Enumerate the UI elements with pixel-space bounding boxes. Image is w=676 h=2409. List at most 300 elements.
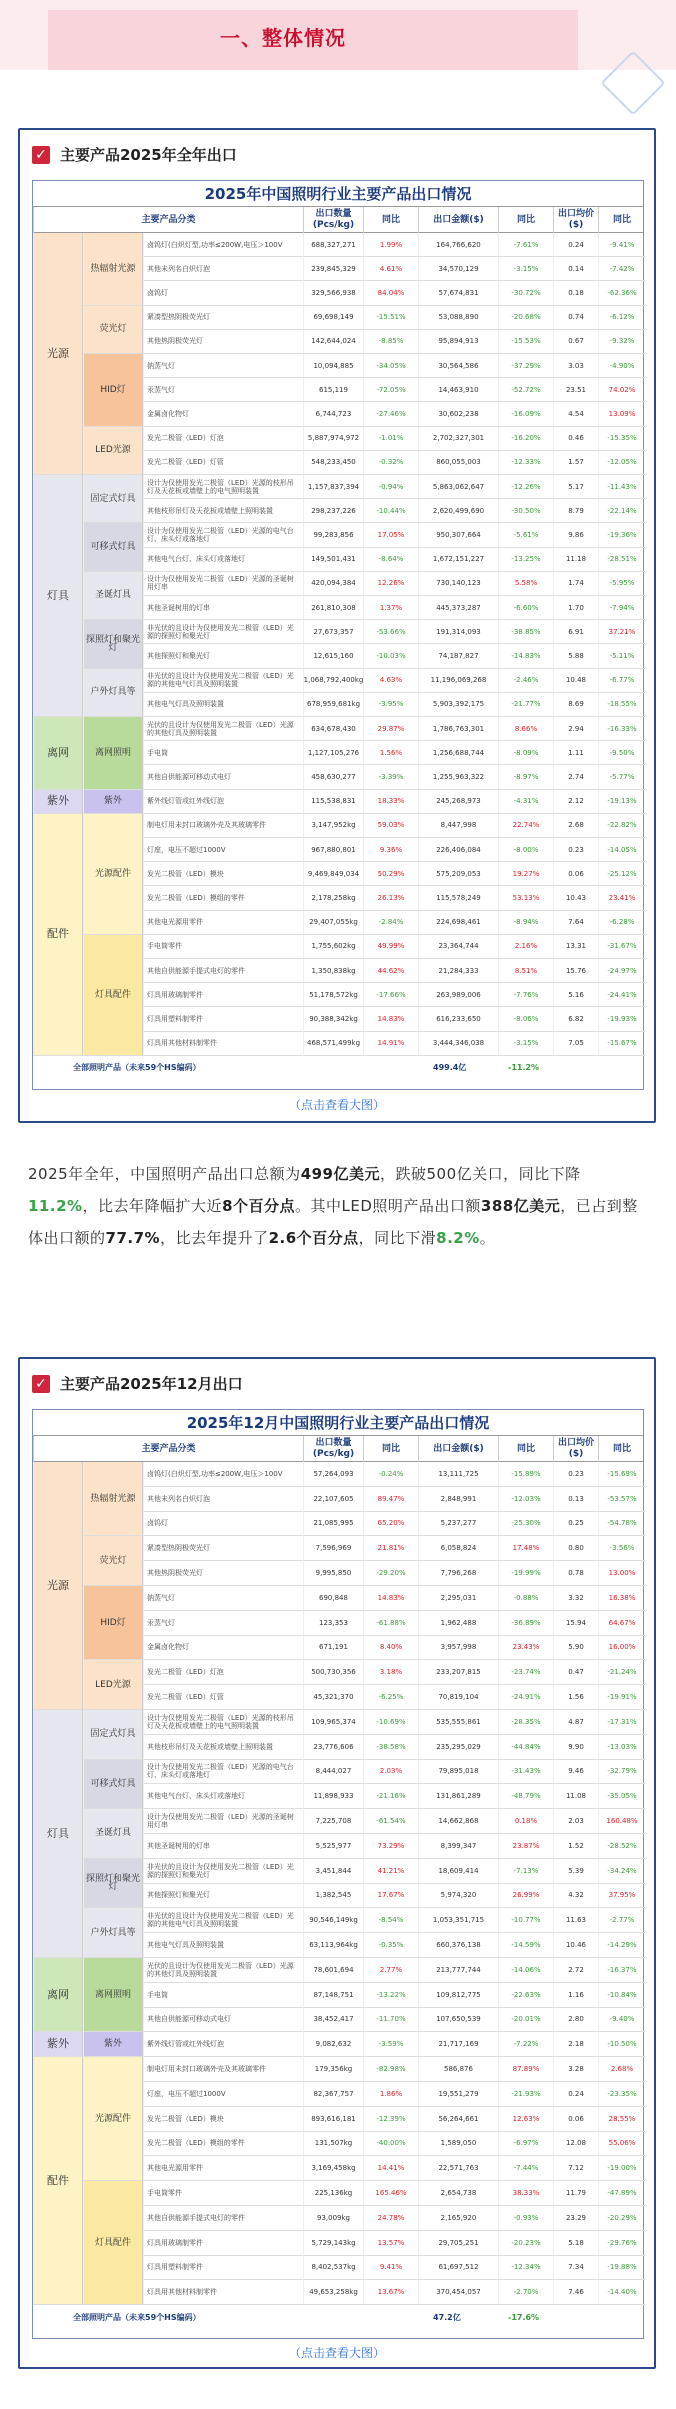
product-name-cell: 制电灯用未封口玻璃外壳及其玻璃零件 — [143, 2057, 303, 2082]
table-cell: -15.53% — [498, 330, 553, 354]
product-name-cell: 发光二极管（LED）灯管 — [143, 1685, 303, 1710]
table-cell: -36.89% — [498, 1611, 553, 1636]
table-cell: 14.83% — [363, 1586, 418, 1611]
table-cell: 8.69 — [553, 693, 598, 717]
subcategory-cell: 灯具配件 — [83, 2181, 143, 2305]
product-name-cell: 设计为仅使用发光二极管（LED）光源的枝形吊灯及天花板或墙壁上的电气照明装置 — [143, 1710, 303, 1735]
para-text: 。 — [479, 1229, 496, 1247]
table-cell: -9.41% — [598, 233, 645, 257]
total-amount: 47.2亿 — [433, 2313, 461, 2323]
table-cell: -44.84% — [498, 1735, 553, 1760]
table-cell: 57,264,093 — [303, 1462, 363, 1487]
product-name-cell: 钠蒸气灯 — [143, 354, 303, 378]
table-cell: -10.77% — [498, 1908, 553, 1933]
table-cell: 79,895,018 — [418, 1760, 498, 1785]
table-cell: 23.43% — [498, 1636, 553, 1661]
table-cell: 38,452,417 — [303, 2008, 363, 2033]
table-cell: 500,730,356 — [303, 1660, 363, 1685]
table-cell: 1.37% — [363, 596, 418, 620]
product-name-cell: 金属卤化物灯 — [143, 402, 303, 426]
table-cell: 49.99% — [363, 935, 418, 959]
table-cell: 6,058,824 — [418, 1536, 498, 1561]
table-cell: 3.18% — [363, 1660, 418, 1685]
product-name-cell: 灯具用其他材料制零件 — [143, 1032, 303, 1056]
table-cell: -18.55% — [598, 693, 645, 717]
table-cell: 115,538,831 — [303, 790, 363, 814]
panel-annual-export — [18, 128, 656, 1123]
table-cell: -17.66% — [363, 983, 418, 1007]
subcategory-cell: HID灯 — [83, 354, 143, 427]
table-cell: 45,321,370 — [303, 1685, 363, 1710]
table-cell: 2,848,991 — [418, 1487, 498, 1512]
table-cell: 8.40% — [363, 1636, 418, 1661]
table-cell: -6.28% — [598, 911, 645, 935]
table-cell: 0.46 — [553, 427, 598, 451]
table-cell: 3,451,844 — [303, 1859, 363, 1884]
table-cell: 0.80 — [553, 1536, 598, 1561]
table-cell: 11.63 — [553, 1908, 598, 1933]
table-cell: 87.89% — [498, 2057, 553, 2082]
subcategory-cell: 光源配件 — [83, 814, 143, 935]
table-cell: -82.98% — [363, 2057, 418, 2082]
product-name-cell: 紫外线灯管或红外线灯泡 — [143, 2032, 303, 2057]
table-cell: -7.94% — [598, 596, 645, 620]
table-cell: 239,845,329 — [303, 257, 363, 281]
table-cell: 1,157,837,394 — [303, 475, 363, 499]
table-cell: 660,376,138 — [418, 1933, 498, 1958]
table-cell: 23.51 — [553, 378, 598, 402]
table-cell: -12.33% — [498, 451, 553, 475]
table-cell: -8.09% — [498, 741, 553, 765]
table-cell: -21.16% — [363, 1784, 418, 1809]
table-cell: -7.44% — [498, 2156, 553, 2181]
table-cell: 9,995,850 — [303, 1561, 363, 1586]
table-cell: -3.15% — [498, 257, 553, 281]
product-name-cell: 其他电气台灯、床头灯或落地灯 — [143, 1784, 303, 1809]
product-name-cell: 设计为仅使用发光二极管（LED）光源的电气台灯、床头灯或落地灯 — [143, 1760, 303, 1785]
table-cell: -7.22% — [498, 2032, 553, 2057]
table-cell: -20.01% — [498, 2008, 553, 2033]
product-name-cell: 设计为仅使用发光二极管（LED）光源的圣诞树用灯串 — [143, 1809, 303, 1834]
product-name-cell: 其他自供能源可移动式电灯 — [143, 2008, 303, 2033]
table-cell: 142,644,024 — [303, 330, 363, 354]
table-cell: 3,957,998 — [418, 1636, 498, 1661]
table-cell: 14.41% — [363, 2156, 418, 2181]
product-name-cell: 金属卤化物灯 — [143, 1636, 303, 1661]
table-cell: 37.21% — [598, 620, 645, 644]
table-cell: 191,314,093 — [418, 620, 498, 644]
table-cell: 0.67 — [553, 330, 598, 354]
table-cell: 586,876 — [418, 2057, 498, 2082]
table-cell: 8.51% — [498, 959, 553, 983]
table-cell: -52.72% — [498, 378, 553, 402]
table-cell: 0.24 — [553, 233, 598, 257]
column-header: 同比 — [498, 1436, 553, 1462]
table-cell: 64.67% — [598, 1611, 645, 1636]
table-cell: -6.25% — [363, 1685, 418, 1710]
december-export-table[interactable] — [32, 1409, 644, 2339]
subcategory-cell: 户外灯具等 — [83, 1908, 143, 1958]
table-cell: -15.51% — [363, 306, 418, 330]
view-large-link[interactable]: （点击查看大图） — [288, 2346, 385, 2360]
table-cell: -19.88% — [598, 2256, 645, 2281]
table-cell: 329,566,938 — [303, 281, 363, 305]
product-name-cell: 其他电气灯具及照明装置 — [143, 1933, 303, 1958]
total-change: -17.6% — [508, 2313, 540, 2323]
table-cell: 22,571,763 — [418, 2156, 498, 2181]
table-cell: -21.93% — [498, 2082, 553, 2107]
table-cell: -16.33% — [598, 717, 645, 741]
table-cell: 37.95% — [598, 1884, 645, 1909]
table-cell: -35.05% — [598, 1784, 645, 1809]
table-cell: 0.18 — [553, 281, 598, 305]
table-cell: -12.26% — [498, 475, 553, 499]
table-cell: -10.69% — [363, 1710, 418, 1735]
table-cell: 1,350,838kg — [303, 959, 363, 983]
table-cell: -11.43% — [598, 475, 645, 499]
subcategory-cell: 可移式灯具 — [83, 523, 143, 571]
table-cell: -2.84% — [363, 911, 418, 935]
table-cell: 12.26% — [363, 572, 418, 596]
table-cell: -30.50% — [498, 499, 553, 523]
checkbox-icon: ✓ — [32, 146, 50, 164]
product-name-cell: 非光伏的且设计为仅使用发光二极管（LED）光源的探照灯和聚光灯 — [143, 620, 303, 644]
table-cell: -0.24% — [363, 1462, 418, 1487]
table-cell: 5,729,143kg — [303, 2231, 363, 2256]
table-cell: 179,356kg — [303, 2057, 363, 2082]
table-cell: 160.48% — [598, 1809, 645, 1834]
table-cell: 233,207,815 — [418, 1660, 498, 1685]
product-name-cell: 手电筒 — [143, 741, 303, 765]
table-cell: 2.72 — [553, 1958, 598, 1983]
table-cell: -3.59% — [363, 2032, 418, 2057]
table-cell: 445,373,287 — [418, 596, 498, 620]
table-cell: -3.15% — [498, 1032, 553, 1056]
table-cell: -8.06% — [498, 1007, 553, 1031]
table-cell: 13,111,725 — [418, 1462, 498, 1487]
table-cell: -1.01% — [363, 427, 418, 451]
view-large-link[interactable]: （点击查看大图） — [288, 1098, 385, 1112]
table-cell: 149,501,431 — [303, 548, 363, 572]
total-label: 全部照明产品（未来59个HS编码） — [73, 2313, 201, 2323]
table-cell: 13.00% — [598, 1561, 645, 1586]
table-cell: 9.46 — [553, 1760, 598, 1785]
table-cell: -15.67% — [598, 1032, 645, 1056]
table-cell: 6,744,723 — [303, 402, 363, 426]
table-cell: 13.31 — [553, 935, 598, 959]
table-cell: 6.82 — [553, 1007, 598, 1031]
table-cell: -8.85% — [363, 330, 418, 354]
table-cell: 49,653,258kg — [303, 2280, 363, 2305]
table-cell: -25.12% — [598, 862, 645, 886]
table-cell: 26.99% — [498, 1884, 553, 1909]
table-cell: 38.33% — [498, 2181, 553, 2206]
table-cell: -7.42% — [598, 257, 645, 281]
para-text: ，比去年提升了 — [160, 1229, 269, 1247]
table-cell: -9.50% — [598, 741, 645, 765]
table-cell: 3,444,346,038 — [418, 1032, 498, 1056]
table-cell: 7.64 — [553, 911, 598, 935]
table-cell: 370,454,057 — [418, 2280, 498, 2305]
subcategory-cell: 离网照明 — [83, 1958, 143, 2032]
table-cell: 57,674,831 — [418, 281, 498, 305]
product-name-cell: 其他探照灯和聚光灯 — [143, 1884, 303, 1909]
table-cell: 1,382,545 — [303, 1884, 363, 1909]
table-cell: -19.93% — [598, 1007, 645, 1031]
table-cell: -2.77% — [598, 1908, 645, 1933]
column-header: 出口数量 (Pcs/kg) — [303, 1436, 363, 1462]
table-cell: 131,507kg — [303, 2132, 363, 2157]
table-cell: -37.29% — [498, 354, 553, 378]
table-cell: -5.11% — [598, 644, 645, 668]
table-cell: 30,602,238 — [418, 402, 498, 426]
product-name-cell: 其他枝形吊灯及天花板或墙壁上照明装置 — [143, 499, 303, 523]
para-value: 499亿美元 — [300, 1165, 380, 1183]
table-cell: 2.74 — [553, 765, 598, 789]
subcategory-cell: 热辐射光源 — [83, 233, 143, 306]
table-cell: -19.36% — [598, 523, 645, 547]
table-cell: -6.12% — [598, 306, 645, 330]
table-cell: -22.63% — [498, 1983, 553, 2008]
table-title: 2025年12月中国照明行业主要产品出口情况 — [33, 1410, 643, 1436]
table-cell: 6.91 — [553, 620, 598, 644]
table-cell: 1,755,602kg — [303, 935, 363, 959]
table-cell: -9.40% — [598, 2008, 645, 2033]
table-cell: 634,678,430 — [303, 717, 363, 741]
table-cell: 23,364,744 — [418, 935, 498, 959]
table-cell: 3.32 — [553, 1586, 598, 1611]
table-cell: 0.13 — [553, 1487, 598, 1512]
table-cell: -3.95% — [363, 693, 418, 717]
product-name-cell: 灯具用塑料制零件 — [143, 2256, 303, 2281]
table-cell: 30,564,586 — [418, 354, 498, 378]
product-name-cell: 非光伏的且设计为仅使用发光二极管（LED）光源的其他电气灯具及照明装置 — [143, 1908, 303, 1933]
table-cell: 548,233,450 — [303, 451, 363, 475]
table-cell: 5.18 — [553, 2231, 598, 2256]
table-cell: 4.32 — [553, 1884, 598, 1909]
table-cell: 1,589,050 — [418, 2132, 498, 2157]
table-cell: 74.02% — [598, 378, 645, 402]
table-cell: 298,237,226 — [303, 499, 363, 523]
table-cell: -16.09% — [498, 402, 553, 426]
table-cell: 93,009kg — [303, 2206, 363, 2231]
table-cell: -48.79% — [498, 1784, 553, 1809]
table-cell: 967,880,801 — [303, 838, 363, 862]
table-cell: 56,264,661 — [418, 2107, 498, 2132]
product-name-cell: 光伏的且设计为仅使用发光二极管（LED）光源的其他灯具及照明装置 — [143, 1958, 303, 1983]
table-cell: 616,233,650 — [418, 1007, 498, 1031]
product-name-cell: 设计为仅使用发光二极管（LED）光源的圣诞树用灯串 — [143, 572, 303, 596]
table-cell: 226,406,084 — [418, 838, 498, 862]
table-cell: 26.13% — [363, 886, 418, 910]
annual-export-table[interactable] — [32, 180, 644, 1090]
column-header: 主要产品分类 — [33, 207, 303, 233]
table-cell: 2.03 — [553, 1809, 598, 1834]
table-cell: 90,388,342kg — [303, 1007, 363, 1031]
table-cell: 123,353 — [303, 1611, 363, 1636]
table-cell: -10.50% — [598, 2032, 645, 2057]
table-cell: -20.23% — [498, 2231, 553, 2256]
product-name-cell: 制电灯用未封口玻璃外壳及其玻璃零件 — [143, 814, 303, 838]
subcategory-cell: 灯具配件 — [83, 935, 143, 1056]
table-cell: -34.24% — [598, 1859, 645, 1884]
table-cell: -10.03% — [363, 644, 418, 668]
table-cell: 23,776,606 — [303, 1735, 363, 1760]
table-cell: 1.86% — [363, 2082, 418, 2107]
table-cell: -28.51% — [598, 548, 645, 572]
table-cell: 51,178,572kg — [303, 983, 363, 1007]
table-cell: 23.41% — [598, 886, 645, 910]
table-cell: -61.88% — [363, 1611, 418, 1636]
table-cell: 5,863,062,647 — [418, 475, 498, 499]
product-name-cell: 手电筒零件 — [143, 2181, 303, 2206]
table-cell: -21.24% — [598, 1660, 645, 1685]
product-name-cell: 发光二极管（LED）模块 — [143, 2107, 303, 2132]
table-cell: -28.35% — [498, 1710, 553, 1735]
table-cell: -7.76% — [498, 983, 553, 1007]
subcategory-cell: 探照灯和聚光灯 — [83, 1859, 143, 1909]
category-cell: 光源 — [33, 1462, 83, 1710]
table-cell: 0.23 — [553, 1462, 598, 1487]
product-name-cell: 发光二极管（LED）灯管 — [143, 451, 303, 475]
table-cell: 1,255,963,322 — [418, 765, 498, 789]
subcategory-cell: 圣诞灯具 — [83, 572, 143, 620]
table-cell: -14.05% — [598, 838, 645, 862]
para-text: 2025年全年，中国照明产品出口总额为 — [28, 1165, 301, 1183]
table-cell: 7,796,268 — [418, 1561, 498, 1586]
subcategory-cell: 荧光灯 — [83, 1536, 143, 1586]
table-cell: 458,630,277 — [303, 765, 363, 789]
table-cell: 10,094,885 — [303, 354, 363, 378]
subcategory-cell: 可移式灯具 — [83, 1760, 143, 1810]
column-header: 同比 — [598, 1436, 645, 1462]
table-cell: 688,327,271 — [303, 233, 363, 257]
subcategory-cell: LED光源 — [83, 1660, 143, 1710]
table-cell: -4.90% — [598, 354, 645, 378]
table-cell: 1,672,151,227 — [418, 548, 498, 572]
product-name-cell: 手电筒 — [143, 1983, 303, 2008]
product-name-cell: 紧凑型热阴极荧光灯 — [143, 306, 303, 330]
product-name-cell: 其他自供能源手提式电灯的零件 — [143, 959, 303, 983]
subcategory-cell: 光源配件 — [83, 2057, 143, 2181]
table-cell: -12.03% — [498, 1487, 553, 1512]
table-cell: -5.77% — [598, 765, 645, 789]
table-cell: -22.14% — [598, 499, 645, 523]
table-cell: -8.97% — [498, 765, 553, 789]
table-cell: 50.29% — [363, 862, 418, 886]
para-text: ，已占到整体出口额的 — [28, 1197, 638, 1247]
subcategory-cell: 固定式灯具 — [83, 1710, 143, 1760]
table-cell: 13.57% — [363, 2231, 418, 2256]
table-cell: 8.79 — [553, 499, 598, 523]
table-cell: 1,068,792,400kg — [303, 669, 363, 693]
table-cell: 15.94 — [553, 1611, 598, 1636]
table-cell: 2.12 — [553, 790, 598, 814]
table-cell: 1.56 — [553, 1685, 598, 1710]
table-cell: -9.32% — [598, 330, 645, 354]
table-cell: 2.94 — [553, 717, 598, 741]
table-cell: 2,165,920 — [418, 2206, 498, 2231]
table-cell: 16.00% — [598, 1636, 645, 1661]
table-cell: 11,898,933 — [303, 1784, 363, 1809]
subcategory-cell: 热辐射光源 — [83, 1462, 143, 1536]
table-cell: 2.18 — [553, 2032, 598, 2057]
table-cell: -23.35% — [598, 2082, 645, 2107]
table-cell: 95,894,913 — [418, 330, 498, 354]
table-cell: 21,085,995 — [303, 1512, 363, 1537]
column-header: 同比 — [363, 1436, 418, 1462]
table-cell: -62.36% — [598, 281, 645, 305]
table-cell: 55.06% — [598, 2132, 645, 2157]
table-cell: -8.00% — [498, 838, 553, 862]
table-cell: 5.16 — [553, 983, 598, 1007]
table-cell: -8.54% — [363, 1908, 418, 1933]
subcategory-cell: 荧光灯 — [83, 306, 143, 354]
table-cell: 4.61% — [363, 257, 418, 281]
product-name-cell: 其他圣诞树用的灯串 — [143, 1834, 303, 1859]
table-cell: 2.68% — [598, 2057, 645, 2082]
table-cell: -24.91% — [498, 1685, 553, 1710]
table-cell: 53,088,890 — [418, 306, 498, 330]
para-text: 。其中LED照明产品出口额 — [295, 1197, 481, 1215]
table-cell: 3.03 — [553, 354, 598, 378]
table-cell: 1.74 — [553, 572, 598, 596]
table-cell: -13.22% — [363, 1983, 418, 2008]
product-name-cell: 设计为仅使用发光二极管（LED）光源的枝形吊灯及天花板或墙壁上的电气照明装置 — [143, 475, 303, 499]
table-cell: -19.91% — [598, 1685, 645, 1710]
category-cell: 紫外 — [33, 2032, 83, 2057]
column-header: 出口金额($) — [418, 1436, 498, 1462]
table-cell: 73.29% — [363, 1834, 418, 1859]
table-cell: -14.59% — [498, 1933, 553, 1958]
table-cell: 63,113,964kg — [303, 1933, 363, 1958]
table-cell: 74,187,827 — [418, 644, 498, 668]
table-cell: 12.63% — [498, 2107, 553, 2132]
table-cell: 575,209,053 — [418, 862, 498, 886]
table-cell: 131,861,289 — [418, 1784, 498, 1809]
summary-paragraph — [28, 1158, 648, 1254]
table-cell: 1.70 — [553, 596, 598, 620]
product-name-cell: 灯具用塑料制零件 — [143, 1007, 303, 1031]
table-cell: 224,698,461 — [418, 911, 498, 935]
table-cell: 2.68 — [553, 814, 598, 838]
table-cell: 41.21% — [363, 1859, 418, 1884]
table-cell: 2,295,031 — [418, 1586, 498, 1611]
table-cell: 11.18 — [553, 548, 598, 572]
table-cell: -19.00% — [598, 2156, 645, 2181]
product-name-cell: 卤钨灯 — [143, 1512, 303, 1537]
product-name-cell: 发光二极管（LED）灯泡 — [143, 1660, 303, 1685]
table-cell: 15.76 — [553, 959, 598, 983]
table-cell: 1.11 — [553, 741, 598, 765]
table-cell: 10.46 — [553, 1933, 598, 1958]
panel-title: 主要产品2025年12月出口 — [60, 1375, 243, 1393]
table-cell: 23.87% — [498, 1834, 553, 1859]
table-cell: -72.05% — [363, 378, 418, 402]
table-cell: 9.36% — [363, 838, 418, 862]
table-cell: 70,819,104 — [418, 1685, 498, 1710]
product-name-cell: 光伏的且设计为仅使用发光二极管（LED）光源的其他灯具及照明装置 — [143, 717, 303, 741]
table-cell: 19,551,279 — [418, 2082, 498, 2107]
table-cell: -31.67% — [598, 935, 645, 959]
table-cell: 18,609,414 — [418, 1859, 498, 1884]
category-cell: 离网 — [33, 717, 83, 790]
table-cell: 14,662,868 — [418, 1809, 498, 1834]
product-name-cell: 卤钨灯(白炽灯型,功率≤200W,电压＞100V — [143, 1462, 303, 1487]
table-cell: -2.70% — [498, 2280, 553, 2305]
table-cell: 84.04% — [363, 281, 418, 305]
table-cell: 19.27% — [498, 862, 553, 886]
